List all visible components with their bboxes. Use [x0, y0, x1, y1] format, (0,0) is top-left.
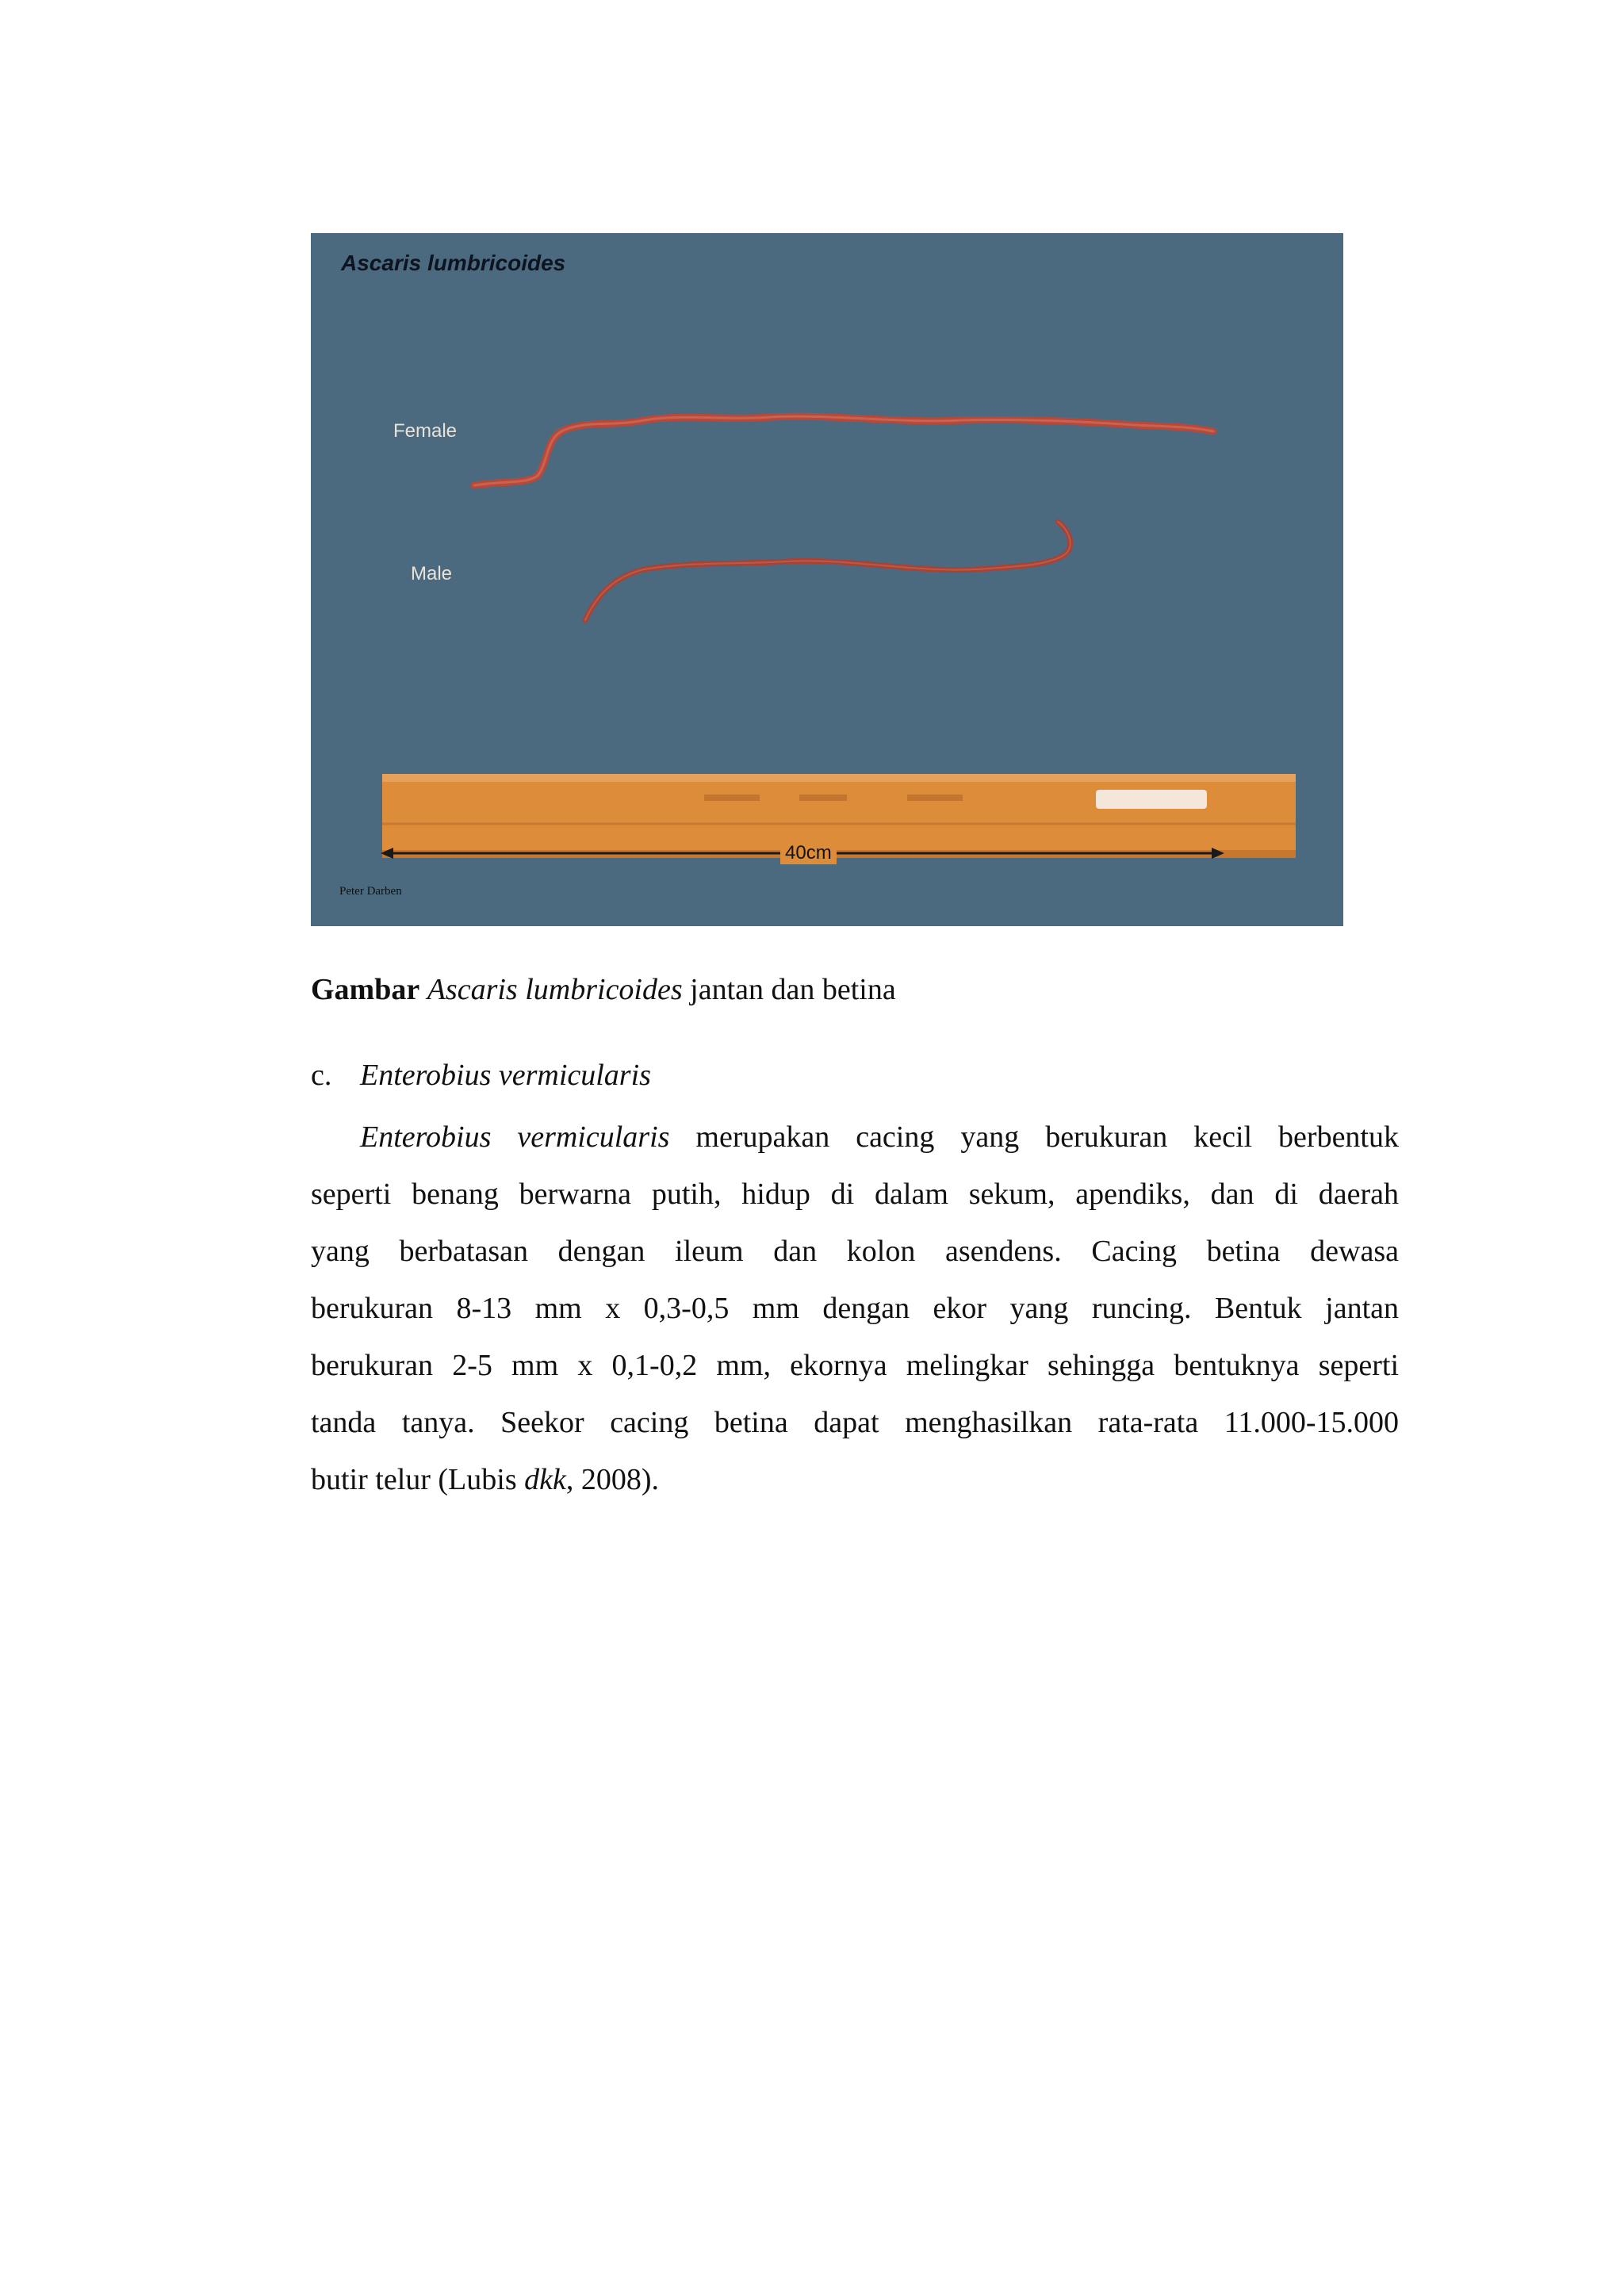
body-paragraph — [311, 1109, 1399, 1508]
figure-caption — [311, 967, 896, 1012]
female-label: Female — [393, 420, 458, 442]
ascaris-photo — [311, 233, 1343, 926]
scale-label: 40cm — [780, 842, 837, 864]
figure-title: Ascaris lumbricoides — [341, 251, 566, 275]
photo-credit: Peter Darben — [339, 885, 402, 898]
paragraph-line: tanda tanya. Seekor cacing betina dapat menghasilkan rata-rata 11.000-15.000 — [311, 1406, 1399, 1439]
paragraph-line: yang berbatasan dengan ileum dan kolon asendens. Cacing betina dewasa — [311, 1235, 1399, 1268]
paragraph-line: seperti benang berwarna putih, hidup di dalam sekum, apendiks, dan di daerah — [311, 1178, 1399, 1211]
ascaris-figure — [311, 233, 1343, 926]
paragraph-text: , 2008). — [565, 1463, 660, 1496]
female-worm — [474, 416, 1213, 485]
caption-species: Ascaris lumbricoides — [427, 973, 683, 1006]
paragraph-line — [311, 1451, 1399, 1508]
paragraph-line: berukuran 2-5 mm x 0,1-0,2 mm, ekornya melingkar sehingga bentuknya seperti — [311, 1349, 1399, 1382]
male-worm — [585, 522, 1071, 620]
paragraph-text: butir telur (Lubis — [311, 1463, 517, 1496]
paragraph-line — [311, 1109, 1399, 1166]
paragraph-text: merupakan cacing yang berukuran kecil berbentuk — [695, 1120, 1399, 1154]
caption-rest: jantan dan betina — [690, 973, 896, 1006]
ruler — [382, 774, 1296, 858]
caption-bold: Gambar — [311, 973, 420, 1006]
paragraph-line: berukuran 8-13 mm x 0,3-0,5 mm dengan ekor yang runcing. Bentuk jantan — [311, 1292, 1399, 1325]
citation-etal: dkk — [524, 1463, 566, 1496]
section-heading — [311, 1053, 651, 1097]
section-title: Enterobius vermicularis — [360, 1059, 651, 1092]
section-marker: c. — [311, 1059, 332, 1092]
species-name: Enterobius vermicularis — [360, 1120, 670, 1154]
male-label: Male — [411, 563, 453, 584]
